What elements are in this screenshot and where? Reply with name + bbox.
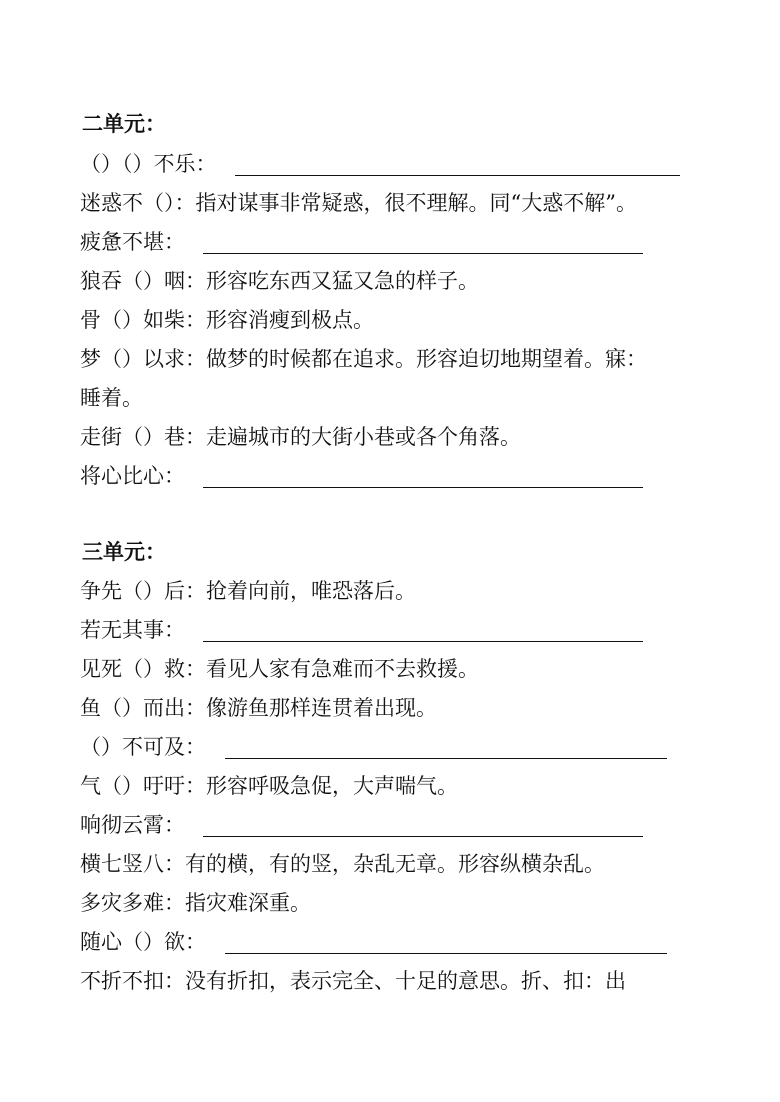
idiom-line: 争先（）后：抢着向前，唯恐落后。 — [80, 579, 416, 603]
idiom-line: 随心（）欲： — [80, 930, 206, 954]
idiom-line: 气（）吁吁：形容呼吸急促，大声喘气。 — [80, 774, 458, 798]
idiom-line-continued: 睡着。 — [80, 386, 143, 410]
answer-blank[interactable] — [225, 953, 667, 954]
answer-blank[interactable] — [203, 836, 643, 837]
idiom-line: 疲惫不堪： — [80, 230, 185, 254]
idiom-line: 走街（）巷：走遍城市的大街小巷或各个角落。 — [80, 425, 521, 449]
idiom-line: 不折不扣：没有折扣，表示完全、十足的意思。折、扣：出 — [80, 969, 626, 993]
answer-blank[interactable] — [203, 253, 643, 254]
idiom-line: 鱼（）而出：像游鱼那样连贯着出现。 — [80, 696, 437, 720]
answer-blank[interactable] — [225, 758, 667, 759]
idiom-line: 多灾多难：指灾难深重。 — [80, 891, 311, 915]
idiom-line: 狼吞（）咽：形容吃东西又猛又急的样子。 — [80, 269, 479, 293]
answer-blank[interactable] — [203, 487, 643, 488]
idiom-line: 横七竖八：有的横，有的竖，杂乱无章。形容纵横杂乱。 — [80, 852, 605, 876]
answer-blank[interactable] — [235, 175, 680, 176]
idiom-line: 见死（）救：看见人家有急难而不去救援。 — [80, 657, 479, 681]
unit-3-heading: 三单元： — [82, 540, 166, 564]
idiom-line: 梦（）以求：做梦的时候都在追求。形容迫切地期望着。寐： — [80, 347, 647, 371]
idiom-line: 迷惑不（）：指对谋事非常疑惑，很不理解。同“大惑不解”。 — [80, 191, 637, 215]
idiom-line: 若无其事： — [80, 618, 185, 642]
idiom-line: （）不可及： — [80, 735, 206, 759]
answer-blank[interactable] — [203, 641, 643, 642]
idiom-line: （）（）不乐： — [80, 152, 217, 176]
idiom-line: 响彻云霄： — [80, 813, 185, 837]
idiom-line: 骨（）如柴：形容消瘦到极点。 — [80, 308, 374, 332]
idiom-line: 将心比心： — [80, 464, 185, 488]
unit-2-heading: 二单元： — [82, 112, 166, 136]
